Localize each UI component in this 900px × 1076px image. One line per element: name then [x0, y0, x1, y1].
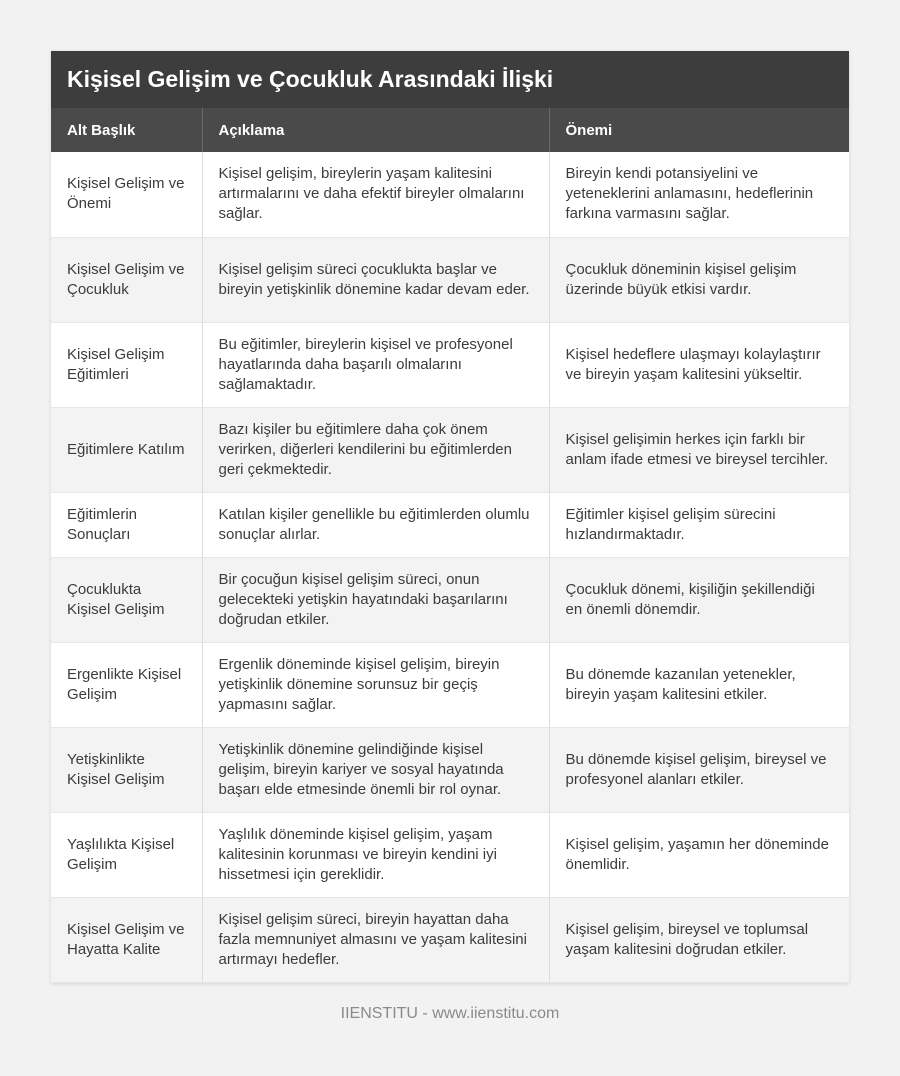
cell-importance: Kişisel gelişim, yaşamın her döneminde önemlidir.: [549, 812, 849, 897]
data-table: [51, 108, 849, 983]
column-header-onemi: Önemi: [565, 121, 613, 139]
cell-description: Yetişkinlik dönemine gelindiğinde kişisel gelişim, bireyin kariyer ve sosyal hayatında başarı elde etmesinde önemli bir rol oynar.: [202, 727, 549, 812]
cell-description: Kişisel gelişim süreci, bireyin hayattan daha fazla memnuniyet almasını ve yaşam kalitesini artırmayı hedefler.: [202, 897, 549, 982]
cell-subtitle: Kişisel Gelişim ve Çocukluk: [51, 237, 202, 322]
table-row: [51, 152, 849, 237]
cell-importance: Kişisel gelişimin herkes için farklı bir anlam ifade etmesi ve bireysel tercihler.: [549, 407, 849, 492]
table-card: [51, 51, 849, 983]
table-row: [51, 557, 849, 642]
cell-description: Bir çocuğun kişisel gelişim süreci, onun gelecekteki yetişkin hayatındaki başarılarını doğrudan etkiler.: [202, 557, 549, 642]
cell-description: Yaşlılık döneminde kişisel gelişim, yaşam kalitesinin korunması ve bireyin kendini iyi hissetmesi için gereklidir.: [202, 812, 549, 897]
table-row: [51, 812, 849, 897]
cell-importance: Çocukluk dönemi, kişiliğin şekillendiği en önemli dönemdir.: [549, 557, 849, 642]
header-row: [51, 108, 849, 152]
cell-description: Katılan kişiler genellikle bu eğitimlerden olumlu sonuçlar alırlar.: [202, 492, 549, 557]
cell-subtitle: Yetişkinlikte Kişisel Gelişim: [51, 727, 202, 812]
cell-subtitle: Yaşlılıkta Kişisel Gelişim: [51, 812, 202, 897]
table-row: [51, 727, 849, 812]
table-row: [51, 407, 849, 492]
cell-description: Bazı kişiler bu eğitimlere daha çok önem verirken, diğerleri kendilerini bu eğitimlerden geri çekmektedir.: [202, 407, 549, 492]
cell-subtitle: Kişisel Gelişim Eğitimleri: [51, 322, 202, 407]
table-header: [51, 108, 849, 152]
cell-description: Kişisel gelişim süreci çocuklukta başlar ve bireyin yetişkinlik dönemine kadar devam eder.: [202, 237, 549, 322]
cell-subtitle: Ergenlikte Kişisel Gelişim: [51, 642, 202, 727]
footer-credit: IIENSTITU - www.iienstitu.com: [340, 1005, 560, 1022]
cell-description: Kişisel gelişim, bireylerin yaşam kalitesini artırmalarını ve daha efektif bireyler olmalarını sağlar.: [202, 152, 549, 237]
table-row: [51, 322, 849, 407]
cell-importance: Kişisel hedeflere ulaşmayı kolaylaştırır ve bireyin yaşam kalitesini yükseltir.: [549, 322, 849, 407]
cell-importance: Kişisel gelişim, bireysel ve toplumsal yaşam kalitesini doğrudan etkiler.: [549, 897, 849, 982]
table-body: [51, 152, 849, 982]
cell-subtitle: Eğitimlere Katılım: [51, 407, 202, 492]
cell-importance: Eğitimler kişisel gelişim sürecini hızlandırmaktadır.: [549, 492, 849, 557]
cell-description: Bu eğitimler, bireylerin kişisel ve profesyonel hayatlarında daha başarılı olmalarını sağlamaktadır.: [202, 322, 549, 407]
cell-subtitle: Kişisel Gelişim ve Hayatta Kalite: [51, 897, 202, 982]
table-row: [51, 492, 849, 557]
table-row: [51, 897, 849, 982]
cell-subtitle: Çocuklukta Kişisel Gelişim: [51, 557, 202, 642]
cell-description: Ergenlik döneminde kişisel gelişim, bireyin yetişkinlik dönemine sorunsuz bir geçiş yapmasını sağlar.: [202, 642, 549, 727]
table-row: [51, 642, 849, 727]
table-row: [51, 237, 849, 322]
table-title: Kişisel Gelişim ve Çocukluk Arasındaki İlişki: [51, 51, 849, 108]
cell-importance: Bu dönemde kazanılan yetenekler, bireyin yaşam kalitesini etkiler.: [549, 642, 849, 727]
column-header-alt-baslik: Alt Başlık: [51, 108, 202, 152]
cell-importance: Bireyin kendi potansiyelini ve yeteneklerini anlamasını, hedeflerinin farkına varmasını sağlar.: [549, 152, 849, 237]
cell-subtitle: Eğitimlerin Sonuçları: [51, 492, 202, 557]
column-header-aciklama: Açıklama: [202, 108, 549, 152]
cell-subtitle: Kişisel Gelişim ve Önemi: [51, 152, 202, 237]
cell-importance: Çocukluk döneminin kişisel gelişim üzerinde büyük etkisi vardır.: [549, 237, 849, 322]
cell-importance: Bu dönemde kişisel gelişim, bireysel ve profesyonel alanları etkiler.: [549, 727, 849, 812]
